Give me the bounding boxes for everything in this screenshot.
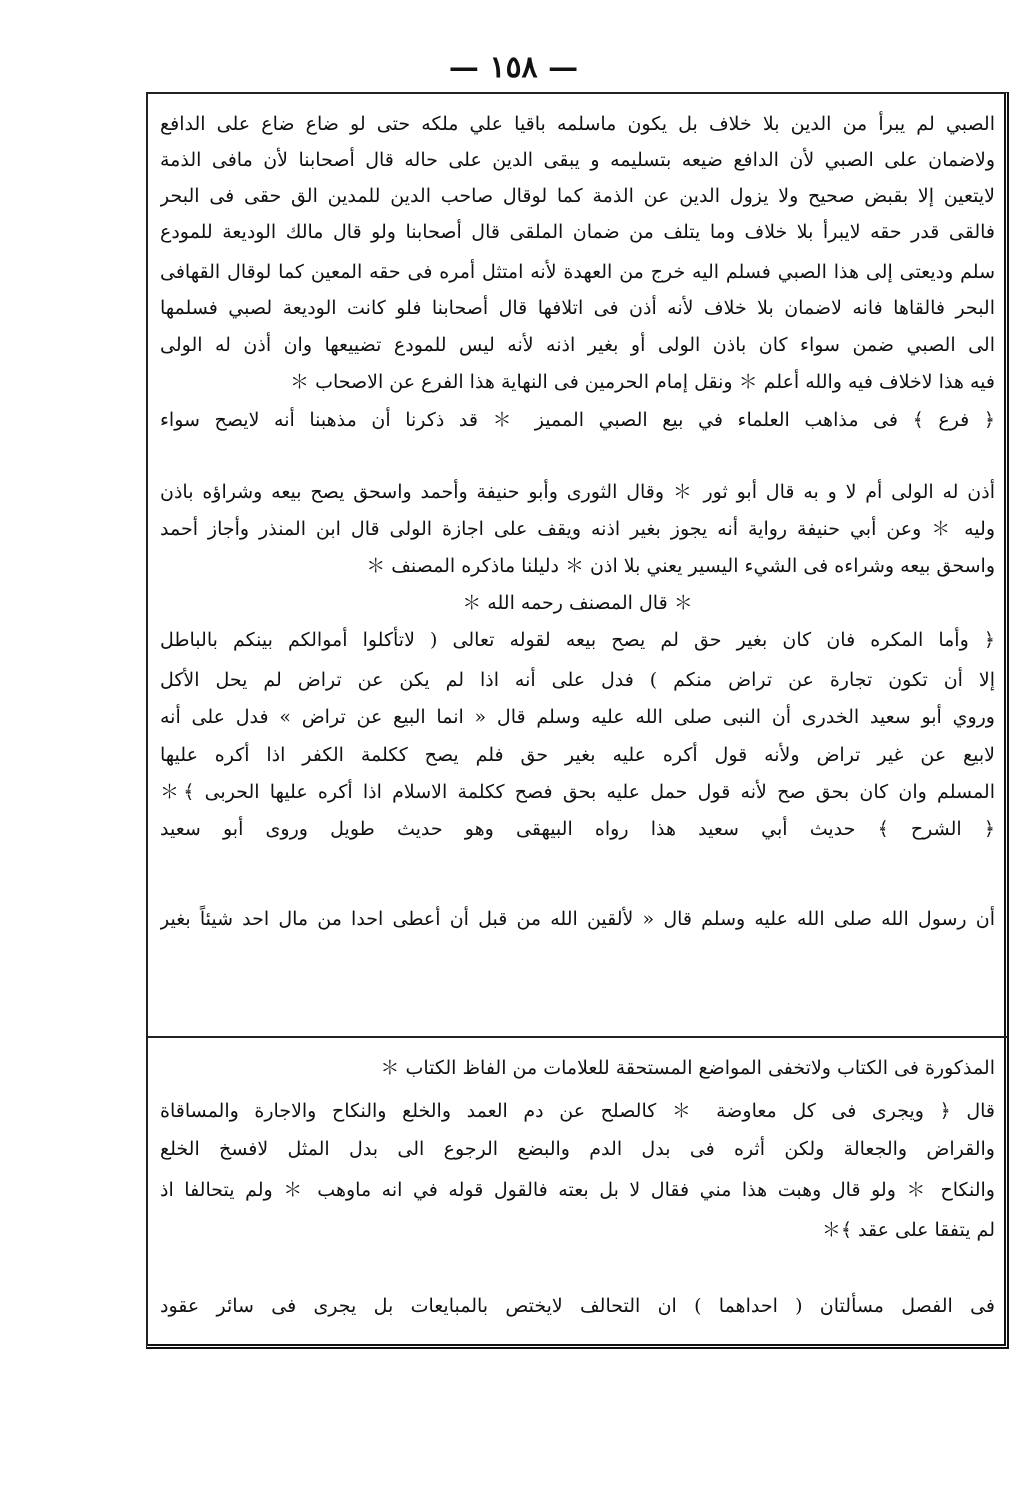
commentary-divider	[146, 1036, 1008, 1038]
text-line: فيه هذا لاخلاف فيه والله أعلم ＊ ونقل إمام الحرمين فى النهاية هذا الفرع عن الاصحاب ＊	[290, 371, 995, 393]
text-line: الى الصبي ضمن سواء كان باذن الولى أو بغير اذنه لأنه ليس للمودع تضييعها وان أذن له الولى	[160, 334, 995, 356]
text-line: المسلم وان كان بحق صح لأنه قول حمل عليه بحق فصح ككلمة الاسلام اذا أكره عليها الحربى ﴾＊	[160, 781, 995, 803]
text-line: ولاضمان على الصبي لأن الدافع ضيعه بتسليمه و يبقى الدين على حاله قال أصحابنا لأن مافى الذمة	[160, 149, 995, 171]
text-line: أذن له الولى أم لا و به قال أبو ثور ＊ وقال الثورى وأبو حنيفة وأحمد واسحق يصح بيعه وشراؤه باذن	[160, 481, 995, 503]
text-line: ﴿ وأما المكره فان كان بغير حق لم يصح بيعه لقوله تعالى ( لاتأكلوا أموالكم بينكم بالباطل	[160, 629, 995, 651]
text-line: لابيع عن غير تراض ولأنه قول أكره عليه بغير حق فلم يصح ككلمة الكفر اذا أكره عليها	[160, 744, 995, 766]
text-line: البحر فالقاها فانه لاضمان بلا خلاف لأنه أذن فى اتلافها قال أصحابنا فلو كانت الوديعة لصبي فسلمها	[160, 297, 995, 319]
text-line: ﴿ فرع ﴾ فى مذاهب العلماء في بيع الصبي المميز ＊ قد ذكرنا أن مذهبنا أنه لايصح سواء	[160, 409, 995, 431]
commentary-line: المذكورة فى الكتاب ولاتخفى المواضع المستحقة للعلامات من الفاظ الكتاب ＊	[380, 1057, 995, 1079]
text-line: وروي أبو سعيد الخدرى أن النبى صلى الله عليه وسلم قال « انما البيع عن تراض » فدل على أنه	[160, 706, 995, 728]
text-line: لايتعين إلا بقبض صحيح ولا يزول الدين عن الذمة كما لوقال صاحب الدين للمدين الق حقى فى البحر	[160, 185, 995, 207]
commentary-line: والنكاح ＊ ولو قال وهبت هذا مني فقال لا بل بعته فالقول قوله في انه ماوهب ＊ ولم يتحالفا اذ	[160, 1179, 995, 1201]
text-line: أن رسول الله صلى الله عليه وسلم قال « لألقين الله من قبل أن أعطى احدا من مال احد شيئاً بغير	[160, 908, 995, 930]
page-number: — ١٥٨ —	[448, 50, 579, 85]
commentary-line: قال ﴿ ويجرى فى كل معاوضة ＊ كالصلح عن دم العمد والخلع والنكاح والاجارة والمساقاة	[160, 1100, 995, 1122]
text-line: وليه ＊ وعن أبي حنيفة رواية أنه يجوز بغير اذنه ويقف على اجازة الولى قال ابن المنذر وأجاز أحمد	[160, 518, 995, 540]
text-line: فالقى قدر حقه لايبرأ بلا خلاف وما يتلف من ضمان الملقى قال أصحابنا ولو قال مالك الوديعة للمودع	[160, 221, 995, 243]
text-line: الصبي لم يبرأ من الدين بلا خلاف بل يكون ماسلمه باقيا علي ملكه حتى لو ضاع ضاع على الدافع	[160, 113, 995, 135]
text-line: إلا أن تكون تجارة عن تراض منكم ) فدل على أنه اذا لم يكن عن تراض لم يحل الأكل	[160, 669, 995, 691]
text-line: سلم وديعتى إلى هذا الصبي فسلم اليه خرج من العهدة لأنه امتثل أمره فى حقه المعين كما لوقال القهافى	[160, 261, 995, 283]
section-heading: ＊ قال المصنف رحمه الله ＊	[462, 592, 693, 614]
commentary-line: لم يتفقا على عقد ﴾＊	[821, 1219, 995, 1241]
text-line: ﴿ الشرح ﴾ حديث أبي سعيد هذا رواه البيهقى وهو حديث طويل وروى أبو سعيد	[160, 818, 995, 840]
commentary-line: فى الفصل مسألتان ( احداهما ) ان التحالف لايختص بالمبايعات بل يجرى فى سائر عقود	[160, 1295, 995, 1317]
text-line: واسحق بيعه وشراءه فى الشيء اليسير يعني بلا اذن ＊ دليلنا ماذكره المصنف ＊	[366, 555, 995, 577]
commentary-line: والقراض والجعالة ولكن أثره فى بدل الدم والبضع الرجوع الى بدل المثل لافسخ الخلع	[160, 1138, 995, 1160]
